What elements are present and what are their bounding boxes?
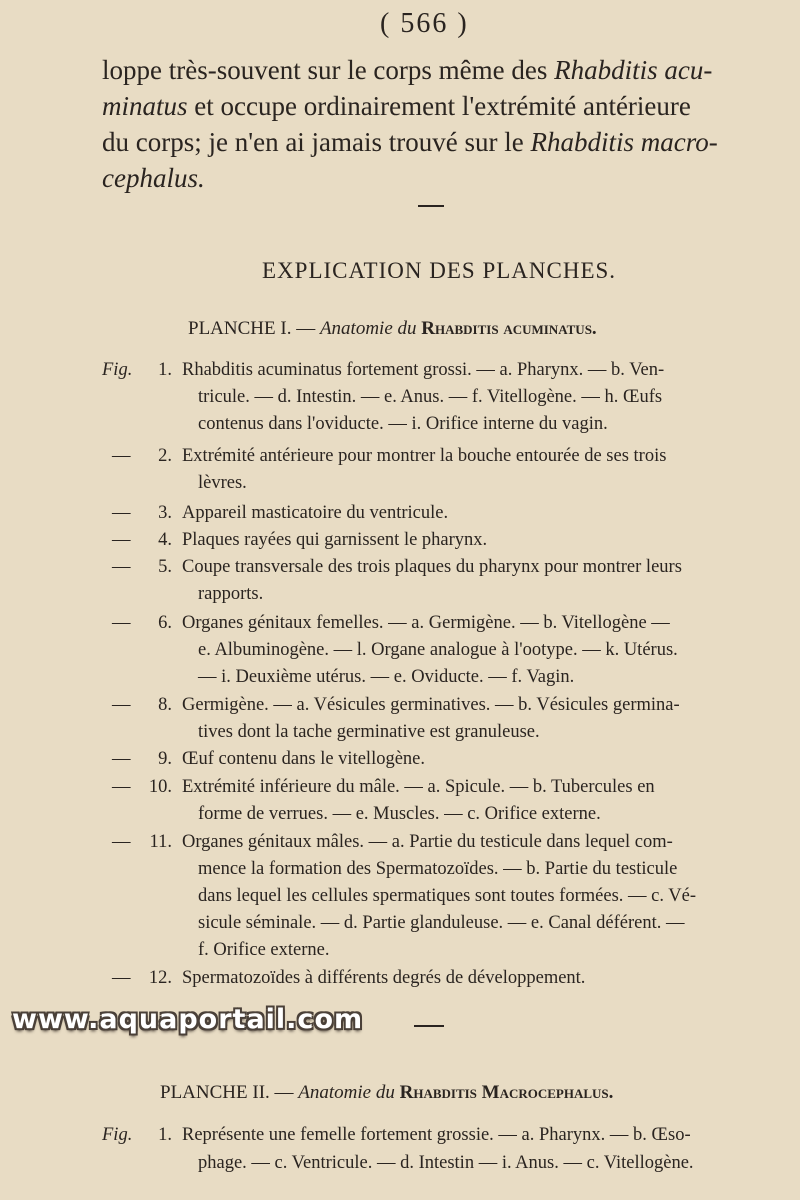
intro-italic: cephalus. [102,163,205,193]
figure-marker: — [112,503,131,523]
figure-line: Coupe transversale des trois plaques du pharynx pour montrer leurs [182,557,682,577]
page-number: ( 566 ) [380,8,469,39]
figure-number: 10. [148,777,172,797]
figure-line: contenus dans l'oviducte. — i. Orifice interne du vagin. [198,414,608,434]
figure-number: 5. [158,557,172,577]
figure-marker: — [112,695,131,715]
planche-1-italic: Anatomie du [319,318,422,339]
figure-line: forme de verrues. — e. Muscles. — c. Orifice externe. [198,804,601,824]
figure-line: Extrémité antérieure pour montrer la bouche entourée de ses trois [182,446,667,466]
figure-line: Rhabditis acuminatus fortement grossi. — a. Pharynx. — b. Ven- [182,360,665,380]
intro-italic: Rhabditis macro- [530,127,718,157]
intro-italic: Rhabditis acu- [554,55,713,85]
figure-line: e. Albuminogène. — l. Organe analogue à l'ootype. — k. Utérus. [198,640,678,660]
figure-line: Appareil masticatoire du ventricule. [182,503,449,523]
figure-line: Germigène. — a. Vésicules germinatives. — b. Vésicules germina- [182,695,680,715]
figure-marker: — [112,530,131,550]
figure-number: 8. [158,695,172,715]
figure-number: 6. [158,613,172,633]
figure-marker: — [112,613,131,633]
figure-marker: — [112,557,131,577]
figure-number: 1. [158,1125,172,1145]
planche-2-lead: PLANCHE II. — [160,1082,299,1103]
figure-number: 12. [148,968,172,988]
figure-number: 3. [158,503,172,523]
figure-marker: — [112,446,131,466]
figure-line: f. Orifice externe. [198,940,330,960]
figure-line: dans lequel les cellules spermatiques sont toutes formées. — c. Vé- [198,886,697,906]
planche-1-title [188,318,597,340]
figure-line: — i. Deuxième utérus. — e. Oviducte. — f. Vagin. [198,667,575,687]
figure-marker: — [112,749,131,769]
figure-number: 2. [158,446,172,466]
planche-2-title [160,1082,613,1104]
section-heading: EXPLICATION DES PLANCHES. [262,258,617,283]
figure-marker: Fig. [102,360,133,380]
section-divider-2 [414,1025,444,1027]
figure-number: 1. [158,360,172,380]
figure-number: 4. [158,530,172,550]
planche-2-italic: Anatomie du [298,1082,400,1103]
intro-text: loppe très-souvent sur le corps même des [102,55,555,85]
figure-line: tricule. — d. Intestin. — e. Anus. — f. Vitellogène. — h. Œufs [198,387,663,407]
figure-marker: — [112,832,131,852]
figure-marker: Fig. [102,1125,133,1145]
figure-number: 11. [149,832,172,852]
planche-2-caps: Rhabditis Macrocephalus. [399,1082,614,1103]
figure-line: mence la formation des Spermatozoïdes. — b. Partie du testicule [198,859,678,879]
figure-line: phage. — c. Ventricule. — d. Intestin — i. Anus. — c. Vitellogène. [198,1153,694,1173]
intro-text: du corps; je n'en ai jamais trouvé sur le [102,127,531,157]
figure-line: sicule séminale. — d. Partie glanduleuse. — e. Canal déférent. — [198,913,685,933]
figure-line: Organes génitaux mâles. — a. Partie du testicule dans lequel com- [182,832,673,852]
intro-line [102,91,691,122]
planche-1-caps: Rhabditis acuminatus. [421,318,597,339]
figure-line: Extrémité inférieure du mâle. — a. Spicule. — b. Tubercules en [182,777,655,797]
intro-line [102,55,712,86]
figure-number: 9. [158,749,172,769]
figure-marker: — [112,968,131,988]
figure-line: lèvres. [198,473,247,493]
intro-italic: minatus [102,91,188,121]
figure-line: rapports. [198,584,264,604]
intro-text: et occupe ordinairement l'extrémité antérieure [187,91,691,121]
figure-line: Représente une femelle fortement grossie. — a. Pharynx. — b. Œso- [182,1125,691,1145]
intro-line [102,163,205,194]
figure-line: Spermatozoïdes à différents degrés de développement. [182,968,586,988]
figure-line: Plaques rayées qui garnissent le pharynx. [182,530,488,550]
section-divider [418,205,444,207]
figure-line: tives dont la tache germinative est granuleuse. [198,722,540,742]
intro-line [102,127,718,158]
figure-marker: — [112,777,131,797]
watermark-logo: www.aquaportail.com [12,1004,364,1035]
figure-line: Organes génitaux femelles. — a. Germigène. — b. Vitellogène — [182,613,670,633]
figure-line: Œuf contenu dans le vitellogène. [182,749,426,769]
planche-1-lead: PLANCHE I. — [188,318,320,339]
